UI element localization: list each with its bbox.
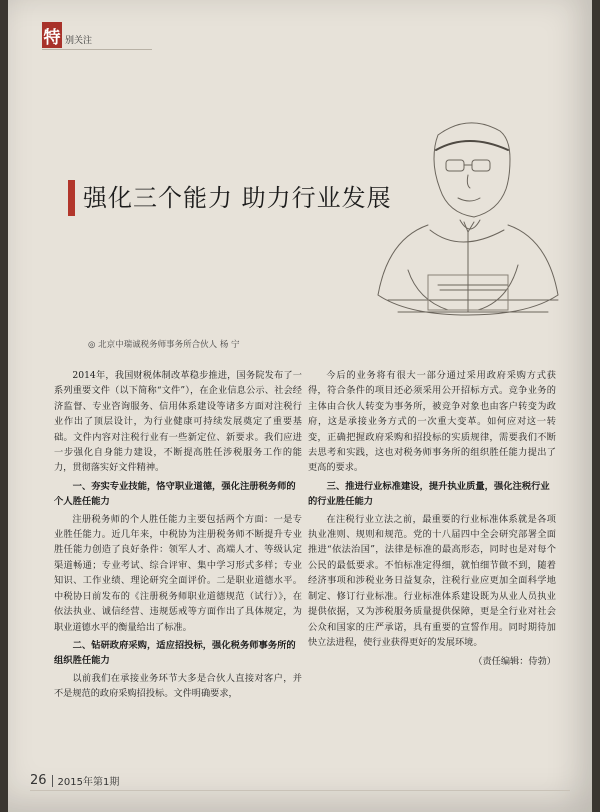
page-footer (30, 773, 119, 788)
paragraph: 注册税务师的个人胜任能力主要包括两个方面：一是专业胜任能力。近几年来，中税协为注册税务师不断提升专业胜任能力创造了良好条件：领军人才、高端人才、等级认定渠道畅通；专业考试、综合评审、集中学习形式多样；专业知识、工作业绩、理论研究全面评价。二是职业道德水平。中税协日前发布的《注册税务师职业道德规范（试行）》，在依法执业、诚信经营、违规惩戒等方面作出了具体规定，为职业道德水平的衡量给出了标准。 (54, 513, 302, 633)
footer-divider (52, 775, 53, 787)
issue-label: 2015年第1期 (57, 777, 120, 788)
title-accent-bar (68, 180, 75, 216)
section-heading-1: 一、夯实专业技能，恪守职业道德，强化注册税务师的个人胜任能力 (54, 480, 296, 508)
section-header-rest: 别关注 (65, 36, 93, 46)
editor-credit: （责任编辑：侍勃） (473, 656, 556, 668)
section-heading-2: 二、钻研政府采购，适应招投标，强化税务师事务所的组织胜任能力 (54, 639, 296, 667)
magazine-page (8, 0, 592, 812)
left-column (54, 368, 302, 702)
paragraph: 今后的业务将有很大一部分通过采用政府采购方式获得，符合条件的项目还必须采用公开招标方式。竞争业务的主体由合伙人转变为事务所，被竞争对象也由客户转变为政府，这是承接业务方式的一次重大变革。如何应对这一转变，正确把握政府采购和招投标的实质规律，需要我们不断去思考和实践，这也对税务师事务所的组织胜任能力提出了更高的要求。 (308, 370, 556, 474)
paragraph: 在注税行业立法之前，最重要的行业标准体系就是各项执业准则、规则和规范。党的十八届四中全会研究部署全面推进“依法治国”，法律是标准的最高形态，同时也是对每个公民的最低要求。不怕标准定得细，就怕细节做不到，随着经济事项和涉税业务日益复杂，注税行业应更加全面科学地制定、修订行业标准。行业标准体系建设既为从业人员执业提供依据，又为涉税服务质量提供保障，更是全行业对社会公众和国家的庄严承诺，具有重要的宣誓作用。同时期待加快立法进程，使行业获得更好的发展环境。 (308, 513, 556, 648)
paragraph: 以前我们在承接业务环节大多是合伙人直接对客户，并不是规范的政府采购招投标。文件明确要求， (54, 672, 302, 700)
section-heading-3: 三、推进行业标准建设，提升执业质量，强化注税行业的行业胜任能力 (308, 480, 550, 508)
section-divider (42, 49, 152, 50)
article-title: 强化三个能力 助力行业发展 (83, 184, 392, 212)
right-column (308, 368, 556, 670)
author-line: ◎ 北京中瑞诚税务师事务所合伙人 杨 宁 (88, 340, 240, 350)
section-header (42, 22, 92, 48)
paragraph: 2014年，我国财税体制改革稳步推进，国务院发布了一系列重要文件（以下简称“文件”），在企业信息公示、社会经济监督、专业咨询服务、信用体系建设等诸多方面对注税行业作出了顶层设计，为行业健康可持续发展奠定了重要基础。文件内容对注税行业有一些新定位、新要求。我们应进一步强化自身能力建设，不断提高胜任涉税服务工作的能力，贯彻落实好文件精神。 (54, 370, 302, 474)
section-header-char: 特 (42, 22, 62, 48)
portrait-sketch-illustration (368, 100, 578, 335)
footer-rule (30, 790, 570, 791)
page-number: 26 (30, 773, 47, 788)
